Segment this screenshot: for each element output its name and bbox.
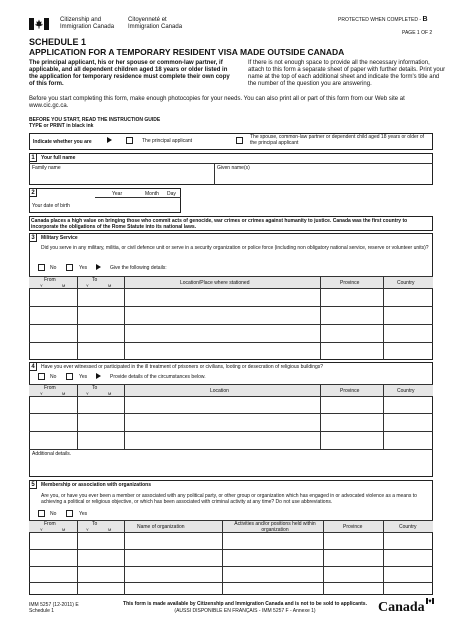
q3-yes-checkbox[interactable]: [66, 264, 73, 271]
year-label: Year: [112, 191, 123, 197]
canada-flag-logo: [29, 17, 49, 29]
q5-col-to: To: [92, 521, 98, 527]
q3-col-to: To: [92, 277, 98, 283]
q5-col-from: From: [44, 521, 56, 527]
q5-col-country: Country: [399, 524, 417, 530]
q5-yes-checkbox[interactable]: [66, 510, 73, 517]
q2-number: 2: [29, 188, 37, 197]
intro-website: Before you start completing this form, make enough photocopies for your needs. You can also print all or part of this form from our Web site at www.cic.gc.ca.: [29, 96, 405, 109]
q3-no-label: No: [50, 265, 57, 271]
q3-col-province: Province: [340, 280, 360, 286]
q3-table-rows[interactable]: [29, 288, 433, 360]
q4-provide-details: Provide details of the circumstances below.: [110, 374, 206, 380]
q1-number: 1: [29, 153, 37, 162]
principal-applicant-checkbox[interactable]: [126, 137, 133, 144]
intro-right: If there is not enough space to provide all the necessary information, attach to this form a separate sheet of paper with further details. Print your name at the top of each additional sheet and indicate the form's title and the number of the question you are answering.: [248, 60, 446, 87]
q5-label: Membership or association with organizations: [41, 482, 152, 488]
q4-table-header: [29, 384, 433, 396]
family-member-label: The spouse, common-law partner or dependent child aged 18 years or older of the principal applicant: [250, 134, 424, 146]
q4-no-label: No: [50, 374, 57, 380]
dob-field[interactable]: [95, 197, 181, 212]
q3-label: Military Service: [41, 235, 78, 241]
given-name-field[interactable]: [217, 172, 431, 184]
dob-label: Your date of birth: [32, 203, 70, 209]
canada-wordmark: [378, 598, 438, 614]
arrow-icon: [107, 137, 112, 143]
protected-level: B: [422, 16, 428, 23]
principal-applicant-label: The principal applicant: [142, 138, 193, 144]
indicate-label: Indicate whether you are: [33, 139, 92, 145]
q5-table-rows[interactable]: [29, 532, 433, 595]
q3-col-location: Location/Place where stationed: [180, 280, 250, 286]
q3-question: Did you serve in any military, militia, or civil defence unit or serve in a security organization or police force (including non obligatory national service, reserve or volunteer units)?: [41, 245, 429, 251]
q4-additional-label: Additional details.: [32, 451, 72, 457]
family-member-checkbox[interactable]: [236, 137, 243, 144]
form-number: IMM 5257 (12-2011) E Schedule 1: [29, 602, 79, 614]
q4-yes-label: Yes: [79, 374, 88, 380]
q5-no-label: No: [50, 511, 57, 517]
arrow-icon: [96, 264, 101, 270]
protected-label: [338, 17, 448, 23]
agency-name-fr: Citoyenneté et Immigration Canada: [128, 17, 183, 30]
q4-col-location: Location: [210, 388, 229, 394]
q3-col-country: Country: [397, 280, 415, 286]
q1-label: Your full name: [41, 155, 76, 161]
family-name-label: Family name: [32, 165, 61, 171]
q5-col-organization: Name of organization: [137, 524, 185, 530]
month-label: Month: [145, 191, 159, 197]
q4-table-rows[interactable]: [29, 396, 433, 449]
notice-text: Canada places a high value on bringing those who commit acts of genocide, war crimes or crimes against humanity to justice. Canada was the first country to incorporate the obligations of the Rome Statute into its national laws.: [31, 218, 408, 230]
q5-question: Are you, or have you ever been a member or associated with any political party, or other group or organization which has engaged in or advocated violence as a means to achieving a political or religious objective, or which has been associated with criminal activity at any time? Do not use abbreviations.: [41, 493, 417, 505]
q5-col-activities: Activities and/or positions held within organization: [234, 521, 316, 533]
q3-col-from: From: [44, 277, 56, 283]
q5-col-province: Province: [343, 524, 363, 530]
page-number: PAGE 1 OF 2: [402, 30, 433, 36]
q4-col-from: From: [44, 385, 56, 391]
q3-give-details: Give the following details:: [110, 265, 167, 271]
footer-french: (AUSSI DISPONIBLE EN FRANÇAIS - IMM 5257 F - Annexe 1): [174, 608, 316, 614]
q5-yes-label: Yes: [79, 511, 88, 517]
q3-no-checkbox[interactable]: [38, 264, 45, 271]
day-label: Day: [167, 191, 176, 197]
q4-col-country: Country: [397, 388, 415, 394]
protected-text: PROTECTED WHEN COMPLETED -: [338, 17, 423, 23]
q3-yes-label: Yes: [79, 265, 88, 271]
intro-left: The principal applicant, his or her spouse or common-law partner, if applicable, and all dependent children aged 18 years or older listed in the application for temporary residence must complete their own copy of this form.: [29, 60, 230, 87]
q4-no-checkbox[interactable]: [38, 373, 45, 380]
q4-number: 4: [29, 362, 37, 371]
q4-col-province: Province: [340, 388, 360, 394]
q4-question: Have you ever witnessed or participated in the ill treatment of prisoners or civilians, looting or desecration of religious buildings?: [41, 364, 324, 370]
instruction-guide: BEFORE YOU START, READ THE INSTRUCTION GUIDE TYPE or PRINT in black ink: [29, 117, 161, 129]
footer-notice: This form is made available by Citizenship and Immigration Canada and is not to be sold to applicants.: [123, 601, 367, 607]
given-name-label: Given name(s): [217, 165, 250, 171]
schedule-title: SCHEDULE 1: [29, 37, 87, 47]
family-name-field[interactable]: [32, 172, 212, 184]
q5-number: 5: [29, 480, 37, 489]
q4-col-to: To: [92, 385, 98, 391]
q3-number: 3: [29, 233, 37, 242]
form-title: APPLICATION FOR A TEMPORARY RESIDENT VISA MADE OUTSIDE CANADA: [29, 47, 345, 57]
agency-name-en: Citizenship and Immigration Canada: [60, 17, 115, 30]
q5-no-checkbox[interactable]: [38, 510, 45, 517]
canada-wordmark-text: Canada: [378, 600, 425, 615]
q4-additional-field[interactable]: [32, 458, 430, 476]
q4-yes-checkbox[interactable]: [66, 373, 73, 380]
arrow-icon: [96, 373, 101, 379]
